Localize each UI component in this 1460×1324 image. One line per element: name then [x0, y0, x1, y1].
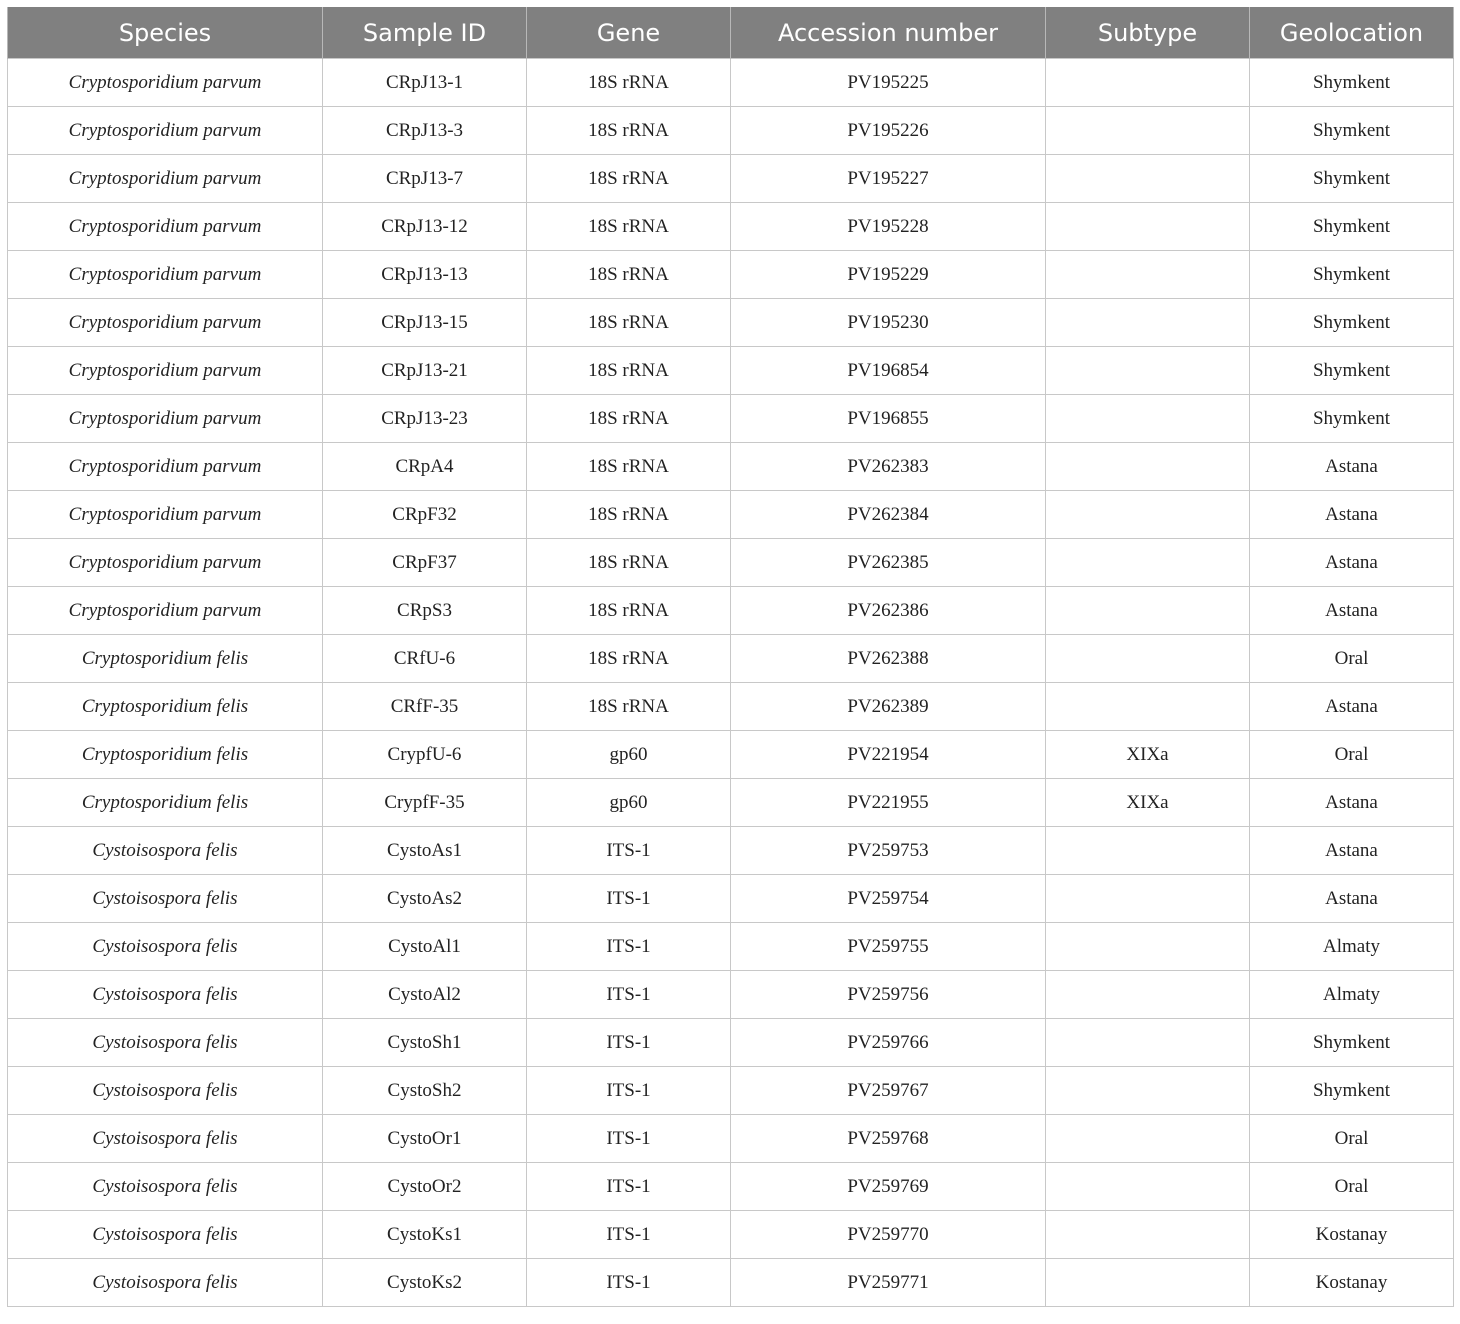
cell-geolocation: Shymkent — [1250, 395, 1454, 443]
cell-species: Cryptosporidium parvum — [8, 347, 323, 395]
table-header — [8, 7, 1454, 59]
cell-accession-number: PV259755 — [731, 923, 1046, 971]
sequence-accession-table — [7, 7, 1454, 1307]
table-row — [8, 971, 1454, 1019]
cell-sample-id: CRpF32 — [323, 491, 527, 539]
cell-geolocation: Astana — [1250, 443, 1454, 491]
cell-sample-id: CRpJ13-21 — [323, 347, 527, 395]
cell-species: Cryptosporidium parvum — [8, 299, 323, 347]
cell-accession-number: PV196854 — [731, 347, 1046, 395]
table-row — [8, 683, 1454, 731]
table-row — [8, 347, 1454, 395]
cell-gene: 18S rRNA — [527, 299, 731, 347]
cell-geolocation: Oral — [1250, 1163, 1454, 1211]
cell-subtype — [1046, 635, 1250, 683]
cell-subtype — [1046, 1115, 1250, 1163]
cell-species: Cryptosporidium parvum — [8, 395, 323, 443]
cell-gene: 18S rRNA — [527, 155, 731, 203]
cell-accession-number: PV195229 — [731, 251, 1046, 299]
cell-accession-number: PV259770 — [731, 1211, 1046, 1259]
cell-geolocation: Astana — [1250, 827, 1454, 875]
cell-subtype — [1046, 1163, 1250, 1211]
cell-geolocation: Shymkent — [1250, 59, 1454, 107]
cell-accession-number: PV259767 — [731, 1067, 1046, 1115]
cell-gene: 18S rRNA — [527, 683, 731, 731]
table-row — [8, 395, 1454, 443]
cell-species: Cystoisospora felis — [8, 1019, 323, 1067]
table-row — [8, 299, 1454, 347]
cell-accession-number: PV259771 — [731, 1259, 1046, 1307]
data-table-container — [7, 7, 1453, 1307]
cell-species: Cystoisospora felis — [8, 923, 323, 971]
cell-accession-number: PV195227 — [731, 155, 1046, 203]
cell-accession-number: PV262388 — [731, 635, 1046, 683]
cell-accession-number: PV195225 — [731, 59, 1046, 107]
cell-accession-number: PV262384 — [731, 491, 1046, 539]
cell-subtype — [1046, 443, 1250, 491]
cell-accession-number: PV221955 — [731, 779, 1046, 827]
table-row — [8, 59, 1454, 107]
cell-accession-number: PV262383 — [731, 443, 1046, 491]
cell-accession-number: PV195226 — [731, 107, 1046, 155]
cell-species: Cryptosporidium parvum — [8, 107, 323, 155]
cell-gene: 18S rRNA — [527, 587, 731, 635]
cell-geolocation: Shymkent — [1250, 299, 1454, 347]
cell-species: Cystoisospora felis — [8, 1259, 323, 1307]
table-row — [8, 443, 1454, 491]
cell-accession-number: PV195228 — [731, 203, 1046, 251]
table-body — [8, 59, 1454, 1307]
cell-geolocation: Oral — [1250, 731, 1454, 779]
header-gene: Gene — [527, 7, 731, 59]
cell-sample-id: CRpA4 — [323, 443, 527, 491]
cell-accession-number: PV259766 — [731, 1019, 1046, 1067]
table-row — [8, 875, 1454, 923]
cell-subtype — [1046, 683, 1250, 731]
cell-accession-number: PV259756 — [731, 971, 1046, 1019]
cell-geolocation: Shymkent — [1250, 107, 1454, 155]
cell-sample-id: CystoAs2 — [323, 875, 527, 923]
cell-subtype — [1046, 1211, 1250, 1259]
cell-geolocation: Shymkent — [1250, 203, 1454, 251]
cell-subtype — [1046, 1259, 1250, 1307]
table-row — [8, 1067, 1454, 1115]
cell-accession-number: PV259753 — [731, 827, 1046, 875]
table-row — [8, 1163, 1454, 1211]
cell-sample-id: CRpJ13-13 — [323, 251, 527, 299]
cell-geolocation: Astana — [1250, 779, 1454, 827]
cell-gene: ITS-1 — [527, 971, 731, 1019]
cell-subtype — [1046, 251, 1250, 299]
cell-subtype — [1046, 827, 1250, 875]
cell-species: Cystoisospora felis — [8, 1211, 323, 1259]
cell-sample-id: CystoOr1 — [323, 1115, 527, 1163]
cell-gene: 18S rRNA — [527, 491, 731, 539]
cell-sample-id: CRfF-35 — [323, 683, 527, 731]
cell-species: Cystoisospora felis — [8, 971, 323, 1019]
cell-gene: 18S rRNA — [527, 59, 731, 107]
cell-gene: 18S rRNA — [527, 443, 731, 491]
cell-geolocation: Shymkent — [1250, 1019, 1454, 1067]
table-row — [8, 251, 1454, 299]
cell-subtype — [1046, 875, 1250, 923]
cell-accession-number: PV262385 — [731, 539, 1046, 587]
cell-gene: gp60 — [527, 731, 731, 779]
table-row — [8, 1211, 1454, 1259]
cell-species: Cryptosporidium parvum — [8, 203, 323, 251]
cell-accession-number: PV262389 — [731, 683, 1046, 731]
cell-geolocation: Oral — [1250, 635, 1454, 683]
cell-species: Cryptosporidium felis — [8, 731, 323, 779]
cell-species: Cryptosporidium parvum — [8, 587, 323, 635]
table-row — [8, 107, 1454, 155]
cell-gene: ITS-1 — [527, 923, 731, 971]
cell-gene: ITS-1 — [527, 1163, 731, 1211]
table-row — [8, 1019, 1454, 1067]
table-row — [8, 203, 1454, 251]
cell-geolocation: Astana — [1250, 491, 1454, 539]
cell-species: Cystoisospora felis — [8, 875, 323, 923]
table-row — [8, 731, 1454, 779]
cell-geolocation: Astana — [1250, 875, 1454, 923]
cell-geolocation: Kostanay — [1250, 1259, 1454, 1307]
cell-gene: ITS-1 — [527, 1067, 731, 1115]
cell-geolocation: Oral — [1250, 1115, 1454, 1163]
cell-sample-id: CrypfU-6 — [323, 731, 527, 779]
cell-geolocation: Shymkent — [1250, 155, 1454, 203]
cell-sample-id: CystoAl1 — [323, 923, 527, 971]
cell-gene: 18S rRNA — [527, 251, 731, 299]
cell-gene: ITS-1 — [527, 1019, 731, 1067]
cell-sample-id: CRpF37 — [323, 539, 527, 587]
cell-geolocation: Astana — [1250, 587, 1454, 635]
cell-gene: ITS-1 — [527, 1115, 731, 1163]
cell-sample-id: CRpJ13-15 — [323, 299, 527, 347]
cell-subtype — [1046, 347, 1250, 395]
cell-gene: ITS-1 — [527, 1259, 731, 1307]
header-species: Species — [8, 7, 323, 59]
cell-accession-number: PV221954 — [731, 731, 1046, 779]
cell-subtype — [1046, 299, 1250, 347]
cell-accession-number: PV259769 — [731, 1163, 1046, 1211]
cell-gene: 18S rRNA — [527, 539, 731, 587]
cell-accession-number: PV262386 — [731, 587, 1046, 635]
cell-gene: 18S rRNA — [527, 635, 731, 683]
cell-gene: 18S rRNA — [527, 107, 731, 155]
cell-gene: ITS-1 — [527, 875, 731, 923]
cell-subtype — [1046, 1019, 1250, 1067]
cell-species: Cryptosporidium parvum — [8, 155, 323, 203]
cell-accession-number: PV196855 — [731, 395, 1046, 443]
table-row — [8, 491, 1454, 539]
cell-sample-id: CystoKs2 — [323, 1259, 527, 1307]
table-row — [8, 779, 1454, 827]
cell-subtype — [1046, 395, 1250, 443]
cell-sample-id: CystoAl2 — [323, 971, 527, 1019]
cell-subtype — [1046, 1067, 1250, 1115]
cell-sample-id: CystoKs1 — [323, 1211, 527, 1259]
cell-gene: gp60 — [527, 779, 731, 827]
cell-sample-id: CystoOr2 — [323, 1163, 527, 1211]
cell-species: Cryptosporidium felis — [8, 683, 323, 731]
table-row — [8, 587, 1454, 635]
table-row — [8, 155, 1454, 203]
cell-sample-id: CRfU-6 — [323, 635, 527, 683]
cell-species: Cystoisospora felis — [8, 1115, 323, 1163]
table-row — [8, 635, 1454, 683]
table-row — [8, 827, 1454, 875]
cell-geolocation: Shymkent — [1250, 1067, 1454, 1115]
cell-geolocation: Astana — [1250, 683, 1454, 731]
cell-geolocation: Kostanay — [1250, 1211, 1454, 1259]
cell-species: Cryptosporidium parvum — [8, 491, 323, 539]
table-row — [8, 539, 1454, 587]
cell-accession-number: PV259754 — [731, 875, 1046, 923]
cell-accession-number: PV259768 — [731, 1115, 1046, 1163]
table-row — [8, 1115, 1454, 1163]
cell-sample-id: CystoSh2 — [323, 1067, 527, 1115]
table-row — [8, 1259, 1454, 1307]
cell-sample-id: CystoAs1 — [323, 827, 527, 875]
header-row — [8, 7, 1454, 59]
cell-species: Cryptosporidium parvum — [8, 251, 323, 299]
cell-subtype — [1046, 491, 1250, 539]
cell-sample-id: CRpJ13-3 — [323, 107, 527, 155]
cell-gene: ITS-1 — [527, 827, 731, 875]
cell-subtype — [1046, 923, 1250, 971]
header-accession-number: Accession number — [731, 7, 1046, 59]
cell-species: Cystoisospora felis — [8, 827, 323, 875]
cell-subtype — [1046, 539, 1250, 587]
cell-sample-id: CRpS3 — [323, 587, 527, 635]
cell-subtype: XIXa — [1046, 731, 1250, 779]
cell-gene: 18S rRNA — [527, 347, 731, 395]
cell-species: Cystoisospora felis — [8, 1163, 323, 1211]
cell-subtype — [1046, 59, 1250, 107]
cell-species: Cryptosporidium parvum — [8, 443, 323, 491]
cell-geolocation: Astana — [1250, 539, 1454, 587]
cell-sample-id: CRpJ13-1 — [323, 59, 527, 107]
header-geolocation: Geolocation — [1250, 7, 1454, 59]
cell-species: Cryptosporidium parvum — [8, 539, 323, 587]
header-sample-id: Sample ID — [323, 7, 527, 59]
cell-geolocation: Shymkent — [1250, 251, 1454, 299]
cell-sample-id: CystoSh1 — [323, 1019, 527, 1067]
cell-gene: ITS-1 — [527, 1211, 731, 1259]
cell-accession-number: PV195230 — [731, 299, 1046, 347]
cell-species: Cryptosporidium felis — [8, 635, 323, 683]
cell-species: Cryptosporidium parvum — [8, 59, 323, 107]
cell-species: Cystoisospora felis — [8, 1067, 323, 1115]
cell-geolocation: Almaty — [1250, 923, 1454, 971]
cell-subtype — [1046, 971, 1250, 1019]
cell-sample-id: CrypfF-35 — [323, 779, 527, 827]
cell-subtype: XIXa — [1046, 779, 1250, 827]
cell-subtype — [1046, 107, 1250, 155]
cell-subtype — [1046, 203, 1250, 251]
table-row — [8, 923, 1454, 971]
header-subtype: Subtype — [1046, 7, 1250, 59]
cell-gene: 18S rRNA — [527, 395, 731, 443]
cell-geolocation: Almaty — [1250, 971, 1454, 1019]
cell-species: Cryptosporidium felis — [8, 779, 323, 827]
cell-sample-id: CRpJ13-12 — [323, 203, 527, 251]
cell-subtype — [1046, 155, 1250, 203]
cell-subtype — [1046, 587, 1250, 635]
cell-sample-id: CRpJ13-7 — [323, 155, 527, 203]
cell-sample-id: CRpJ13-23 — [323, 395, 527, 443]
cell-geolocation: Shymkent — [1250, 347, 1454, 395]
cell-gene: 18S rRNA — [527, 203, 731, 251]
